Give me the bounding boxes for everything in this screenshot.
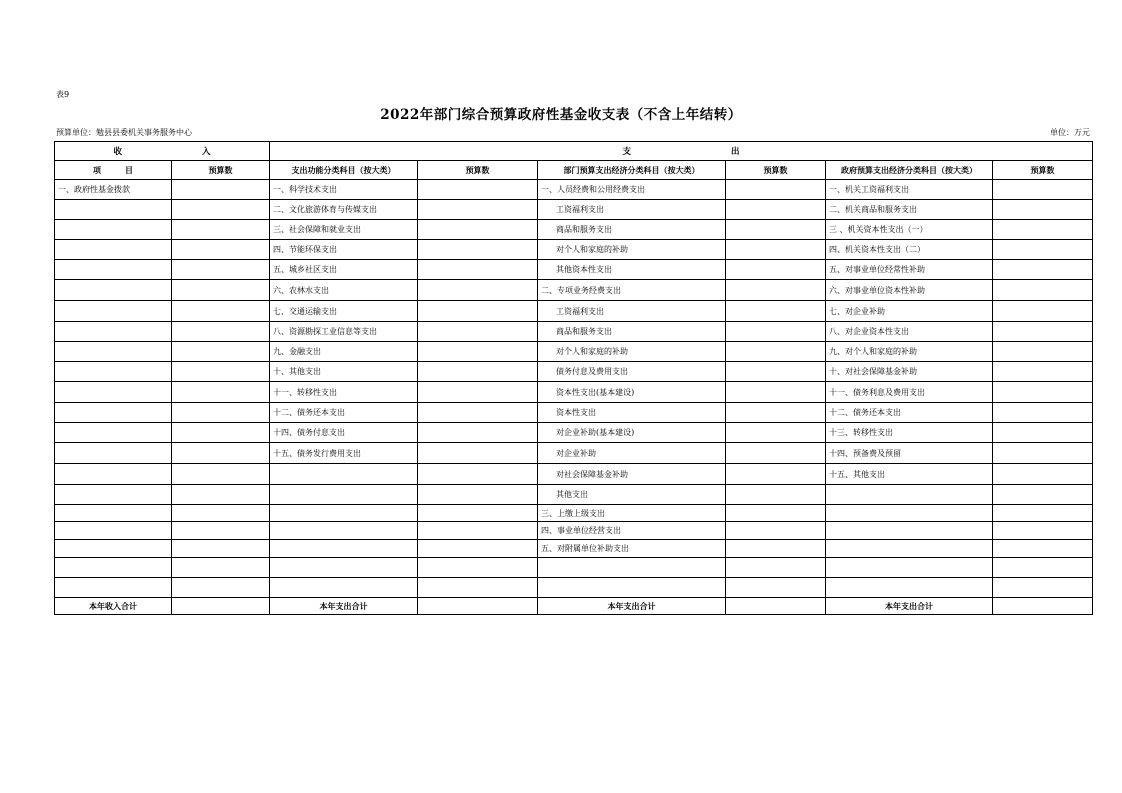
dept-budget-cell [726,280,826,301]
dept-item-cell: 商品和服务支出 [538,322,726,342]
income-budget-cell [172,485,270,505]
income-budget-cell [172,362,270,382]
gov-item-cell: 一、机关工资福利支出 [826,180,993,200]
table-row [55,423,1093,443]
gov-item-cell: 七、对企业补助 [826,301,993,322]
dept-budget-cell [726,403,826,423]
table-row [55,558,1093,578]
income-total-label: 本年收入合计 [55,598,172,615]
income-item-cell [55,558,172,578]
func-budget-cell [418,443,538,464]
table-row [55,403,1093,423]
table-row [55,280,1093,301]
income-item-cell [55,485,172,505]
func-item-cell: 十、其他支出 [270,362,418,382]
dept-item-cell: 工资福利支出 [538,200,726,220]
func-budget-cell [418,464,538,485]
table-row [55,362,1093,382]
func-budget-cell [418,522,538,540]
income-item-cell [55,342,172,362]
income-item-cell [55,443,172,464]
gov-budget-cell [993,464,1093,485]
gov-budget-cell [993,362,1093,382]
income-header [55,142,270,161]
func-budget-cell [418,540,538,558]
func-item-cell [270,485,418,505]
income-budget-cell [172,558,270,578]
income-budget-cell [172,200,270,220]
func-item-cell: 十一、转移性支出 [270,382,418,403]
dept-budget-cell [726,505,826,522]
income-budget-cell [172,280,270,301]
func-item-cell: 十二、债务还本支出 [270,403,418,423]
gov-item-cell: 五、对事业单位经常性补助 [826,260,993,280]
table-body [55,180,1093,598]
header-row-1 [55,142,1093,161]
func-budget-cell [418,362,538,382]
func-item-cell: 四、节能环保支出 [270,240,418,260]
gov-item-cell: 四、机关资本性支出（二） [826,240,993,260]
header-row-2 [55,161,1093,180]
income-budget-cell [172,180,270,200]
func-budget-cell [418,240,538,260]
col-func-category: 支出功能分类科目（按大类） [270,161,418,180]
dept-budget-cell [726,362,826,382]
budget-unit: 预算单位：勉县县委机关事务服务中心 [56,128,192,137]
func-item-cell: 三、社会保障和就业支出 [270,220,418,240]
expense-header-a: 支 [622,147,631,157]
dept-item-cell [538,578,726,598]
gov-item-cell: 十、对社会保障基金补助 [826,362,993,382]
currency-unit: 单位：万元 [1050,128,1090,137]
func-budget-cell [418,260,538,280]
col-item-b: 目 [125,164,133,175]
income-budget-cell [172,505,270,522]
gov-budget-cell [993,260,1093,280]
gov-budget-cell [993,301,1093,322]
gov-budget-cell [993,382,1093,403]
gov-budget-cell [993,505,1093,522]
income-item-cell [55,522,172,540]
income-item-cell [55,540,172,558]
dept-item-cell: 其他资本性支出 [538,260,726,280]
income-budget-cell [172,540,270,558]
gov-item-cell: 十四、预备费及预留 [826,443,993,464]
table-row [55,522,1093,540]
gov-budget-cell [993,220,1093,240]
table-row [55,220,1093,240]
table-row [55,240,1093,260]
dept-item-cell: 二、专项业务经费支出 [538,280,726,301]
func-item-cell [270,505,418,522]
table-number: 表9 [56,90,70,99]
income-item-cell [55,505,172,522]
dept-budget-cell [726,540,826,558]
col-item-header [55,161,172,180]
gov-budget-cell [993,342,1093,362]
gov-budget-cell [993,540,1093,558]
func-item-cell: 七、交通运输支出 [270,301,418,322]
dept-item-cell: 一、人员经费和公用经费支出 [538,180,726,200]
gov-budget-cell [993,522,1093,540]
table-row [55,260,1093,280]
gov-item-cell [826,485,993,505]
gov-budget-cell [993,403,1093,423]
table-row [55,540,1093,558]
income-item-cell [55,464,172,485]
dept-budget-cell [726,558,826,578]
income-item-cell: 一、政府性基金拨款 [55,180,172,200]
income-item-cell [55,280,172,301]
gov-item-cell: 三 、机关资本性支出（一） [826,220,993,240]
dept-budget-cell [726,485,826,505]
dept-item-cell: 资本性支出 [538,403,726,423]
table-row [55,485,1093,505]
income-budget-cell [172,240,270,260]
func-total-value [418,598,538,615]
dept-budget-cell [726,301,826,322]
func-budget-cell [418,505,538,522]
gov-item-cell: 十一、债务利息及费用支出 [826,382,993,403]
table-row [55,464,1093,485]
dept-budget-cell [726,342,826,362]
gov-budget-cell [993,485,1093,505]
dept-item-cell [538,558,726,578]
table-row [55,578,1093,598]
gov-item-cell: 八、对企业资本性支出 [826,322,993,342]
gov-budget-cell [993,578,1093,598]
income-budget-cell [172,342,270,362]
gov-budget-cell [993,180,1093,200]
func-item-cell: 十五、债务发行费用支出 [270,443,418,464]
income-budget-cell [172,260,270,280]
func-budget-cell [418,322,538,342]
func-item-cell: 十四、债务付息支出 [270,423,418,443]
income-budget-cell [172,443,270,464]
dept-budget-cell [726,322,826,342]
func-budget-cell [418,558,538,578]
income-budget-cell [172,578,270,598]
dept-item-cell: 对企业补助 [538,443,726,464]
dept-item-cell: 三、上缴上级支出 [538,505,726,522]
income-item-cell [55,382,172,403]
dept-item-cell: 债务付息及费用支出 [538,362,726,382]
gov-item-cell [826,522,993,540]
func-budget-cell [418,280,538,301]
gov-item-cell [826,578,993,598]
col-func-budget: 预算数 [418,161,538,180]
fund-budget-table [54,141,1093,615]
dept-item-cell: 对个人和家庭的补助 [538,342,726,362]
dept-budget-cell [726,220,826,240]
table-row [55,322,1093,342]
gov-item-cell: 十三、转移性支出 [826,423,993,443]
income-header-b: 入 [202,147,211,157]
income-budget-cell [172,220,270,240]
totals-row [55,598,1093,615]
income-item-cell [55,322,172,342]
func-item-cell [270,522,418,540]
income-budget-cell [172,423,270,443]
gov-budget-cell [993,280,1093,301]
income-budget-cell [172,464,270,485]
income-budget-cell [172,301,270,322]
gov-item-cell [826,540,993,558]
func-budget-cell [418,180,538,200]
table-row [55,301,1093,322]
func-item-cell: 一、科学技术支出 [270,180,418,200]
income-item-cell [55,301,172,322]
gov-budget-cell [993,443,1093,464]
func-total-label: 本年支出合计 [270,598,418,615]
col-dept-budget: 预算数 [726,161,826,180]
expense-header [270,142,1093,161]
income-item-cell [55,220,172,240]
dept-item-cell: 资本性支出(基本建设) [538,382,726,403]
func-budget-cell [418,220,538,240]
dept-budget-cell [726,180,826,200]
gov-item-cell: 九、对个人和家庭的补助 [826,342,993,362]
dept-item-cell: 工资福利支出 [538,301,726,322]
gov-budget-cell [993,423,1093,443]
func-item-cell [270,558,418,578]
income-item-cell [55,423,172,443]
func-budget-cell [418,485,538,505]
gov-budget-cell [993,558,1093,578]
dept-budget-cell [726,522,826,540]
income-budget-cell [172,382,270,403]
gov-item-cell [826,505,993,522]
dept-item-cell: 四、事业单位经营支出 [538,522,726,540]
func-item-cell [270,464,418,485]
income-budget-cell [172,322,270,342]
table-row [55,443,1093,464]
dept-total-label: 本年支出合计 [538,598,726,615]
func-item-cell: 八、资源勘探工业信息等支出 [270,322,418,342]
func-budget-cell [418,423,538,443]
gov-item-cell: 二、机关商品和服务支出 [826,200,993,220]
gov-budget-cell [993,322,1093,342]
func-budget-cell [418,301,538,322]
func-item-cell [270,578,418,598]
gov-item-cell: 十二、债务还本支出 [826,403,993,423]
dept-budget-cell [726,200,826,220]
col-dept-category: 部门预算支出经济分类科目（按大类） [538,161,726,180]
col-item-a: 项 [93,164,101,175]
dept-budget-cell [726,382,826,403]
dept-budget-cell [726,240,826,260]
gov-total-value [993,598,1093,615]
income-budget-cell [172,403,270,423]
col-gov-category: 政府预算支出经济分类科目（按大类） [826,161,993,180]
table-row [55,180,1093,200]
income-item-cell [55,200,172,220]
dept-item-cell: 对个人和家庭的补助 [538,240,726,260]
func-budget-cell [418,200,538,220]
income-header-a: 收 [113,147,122,157]
func-item-cell: 二、文化旅游体育与传媒支出 [270,200,418,220]
income-item-cell [55,260,172,280]
income-item-cell [55,240,172,260]
table-row [55,200,1093,220]
table-row [55,382,1093,403]
gov-item-cell: 十五、其他支出 [826,464,993,485]
func-budget-cell [418,382,538,403]
dept-budget-cell [726,578,826,598]
income-item-cell [55,362,172,382]
dept-item-cell: 其他支出 [538,485,726,505]
dept-budget-cell [726,423,826,443]
document-title: 2022年部门综合预算政府性基金收支表（不含上年结转） [380,107,742,123]
func-item-cell [270,540,418,558]
func-item-cell: 九、金融支出 [270,342,418,362]
func-budget-cell [418,578,538,598]
income-budget-cell [172,522,270,540]
table-row [55,505,1093,522]
table-row [55,342,1093,362]
col-gov-budget: 预算数 [993,161,1093,180]
gov-total-label: 本年支出合计 [826,598,993,615]
gov-item-cell: 六、对事业单位资本性补助 [826,280,993,301]
dept-budget-cell [726,443,826,464]
col-income-budget: 预算数 [172,161,270,180]
dept-budget-cell [726,260,826,280]
func-budget-cell [418,403,538,423]
dept-item-cell: 五、对附属单位补助支出 [538,540,726,558]
dept-item-cell: 商品和服务支出 [538,220,726,240]
dept-total-value [726,598,826,615]
income-item-cell [55,578,172,598]
gov-budget-cell [993,240,1093,260]
income-total-value [172,598,270,615]
func-item-cell: 五、城乡社区支出 [270,260,418,280]
dept-budget-cell [726,464,826,485]
func-budget-cell [418,342,538,362]
income-item-cell [55,403,172,423]
dept-item-cell: 对企业补助(基本建设) [538,423,726,443]
gov-item-cell [826,558,993,578]
gov-budget-cell [993,200,1093,220]
func-item-cell: 六、农林水支出 [270,280,418,301]
expense-header-b: 出 [731,147,740,157]
dept-item-cell: 对社会保障基金补助 [538,464,726,485]
